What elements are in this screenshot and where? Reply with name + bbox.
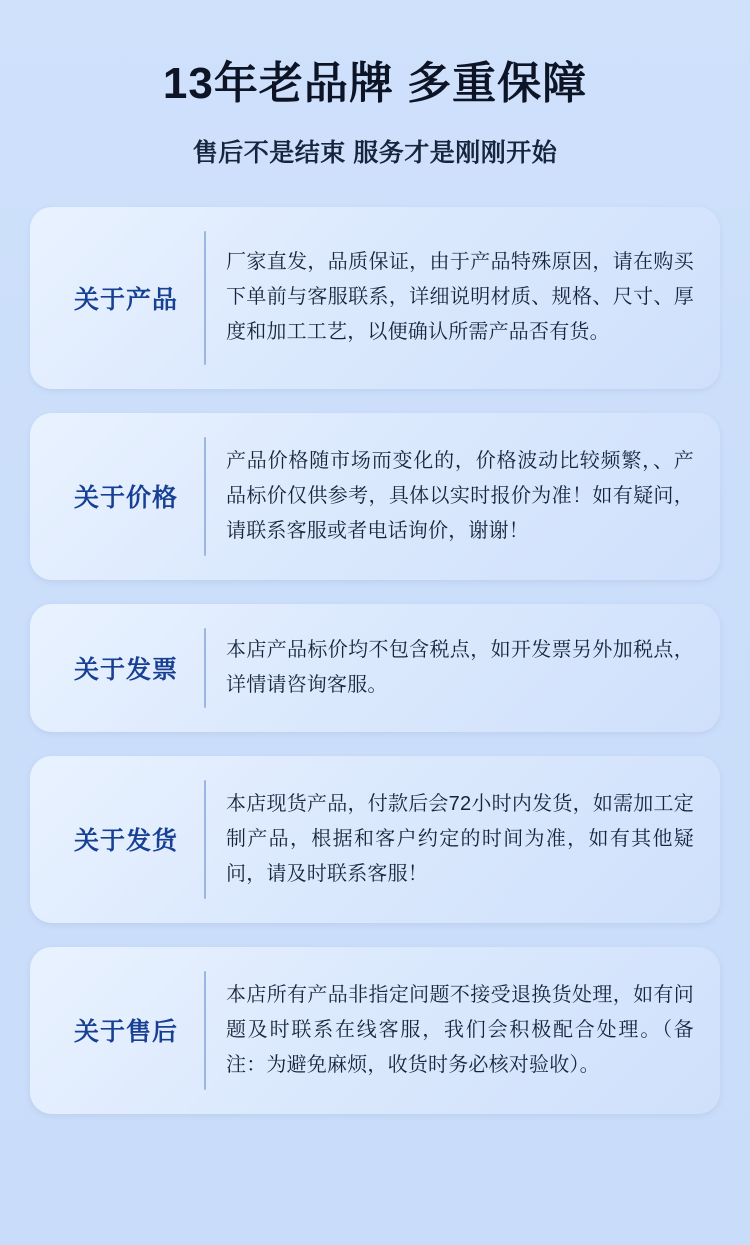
info-card-product — [30, 207, 720, 389]
info-card-text: 厂家直发，品质保证，由于产品特殊原因，请在购买下单前与客服联系，详细说明材质、规格、尺寸、厚度和加工工艺，以便确认所需产品否有货。 — [226, 251, 694, 344]
vertical-divider — [204, 780, 206, 899]
info-card-label: 关于发货 — [73, 827, 178, 856]
vertical-divider — [204, 231, 206, 365]
info-card-label: 关于价格 — [73, 484, 178, 513]
info-card-text: 本店产品标价均不包含税点，如开发票另外加税点，详情请咨询客服。 — [226, 638, 694, 696]
info-card-price — [30, 413, 720, 580]
vertical-divider — [204, 628, 206, 708]
info-card-label: 关于发票 — [73, 655, 178, 684]
info-card-text: 本店所有产品非指定问题不接受退换货处理，如有问题及时联系在线客服，我们会积极配合处理。（备注：为避免麻烦，收货时务必核对验收）。 — [226, 983, 694, 1076]
info-card-label: 关于产品 — [73, 285, 178, 314]
info-card-text: 本店现货产品，付款后会72小时内发货，如需加工定制产品，根据和客户约定的时间为准，如有其他疑问，请及时联系客服！ — [226, 792, 694, 885]
info-card-shipping — [30, 756, 720, 923]
info-card-after-sales — [30, 947, 720, 1114]
info-card-invoice — [30, 604, 720, 732]
page-title: 13年老品牌 多重保障 — [162, 59, 588, 108]
vertical-divider — [204, 971, 206, 1090]
page-subtitle: 售后不是结束 服务才是刚刚开始 — [192, 138, 558, 167]
info-card-list — [0, 207, 750, 1114]
info-card-text: 产品价格随市场而变化的，价格波动比较频繁，、产品标价仅供参考，具体以实时报价为准！如有疑问，请联系客服或者电话询价，谢谢！ — [226, 449, 694, 542]
info-card-label: 关于售后 — [73, 1018, 178, 1047]
vertical-divider — [204, 437, 206, 556]
page-header — [0, 0, 750, 169]
